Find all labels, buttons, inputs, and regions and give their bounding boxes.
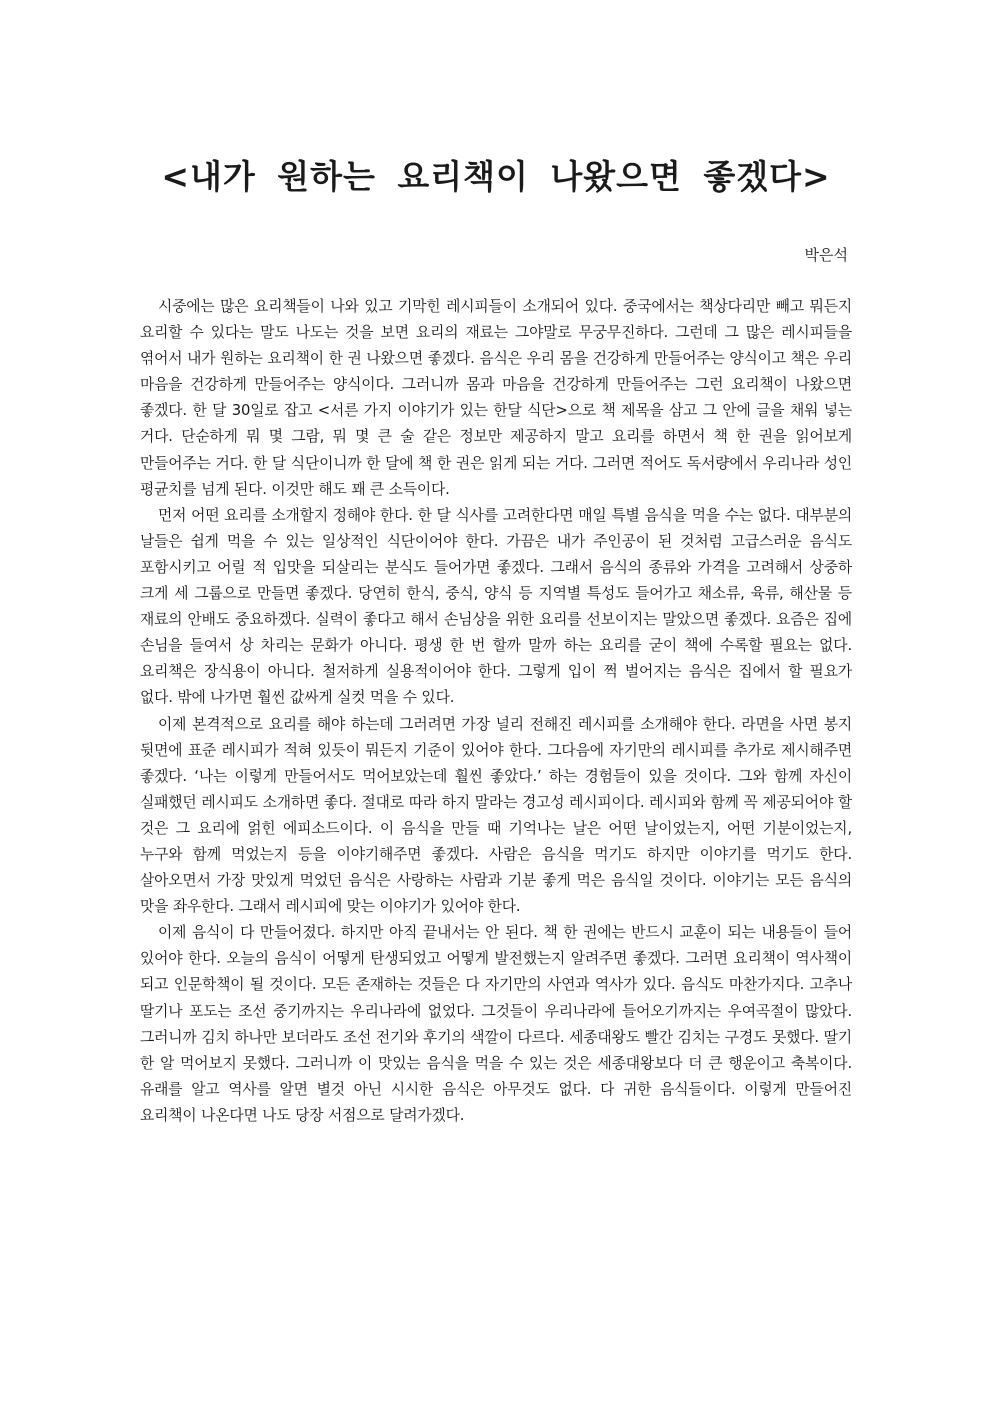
body-paragraph: 먼저 어떤 요리를 소개할지 정해야 한다. 한 달 식사를 고려한다면 매일 특별 음식을 먹을 수는 없다. 대부분의 날들은 쉽게 먹을 수 있는 일상적인 식단이어야 한다. 가끔은 내가 주인공이 된 것처럼 고급스러운 음식도 포함시키고 어릴 적 입맛을 되살리는 분식도 들어가면 좋겠다. 그래서 음식의 종류와 가격을 고려해서 상중하 크게 세 그룹으로 만들면 좋겠다. 당연히 한식, 중식, 양식 등 지역별 특성도 들어가고 채소류, 육류, 해산물 등 재료의 안배도 중요하겠다. 실력이 좋다고 해서 손님상을 위한 요리를 선보이지는 말았으면 좋겠다. 요즘은 집에 손님을 들여서 상 차리는 문화가 아니다. 평생 한 번 할까 말까 하는 요리를 굳이 책에 수록할 필요는 없다. 요리책은 장식용이 아니다. 철저하게 실용적이어야 한다. 그렇게 입이 쩍 벌어지는 음식은 집에서 할 필요가 없다. 밖에 나가면 훨씬 값싸게 실컷 먹을 수 있다. — [140, 506, 852, 707]
author-name: 박은석 — [804, 246, 848, 264]
document-title: <내가 원하는 요리책이 나왔으면 좋겠다> — [161, 157, 831, 196]
body-paragraph: 시중에는 많은 요리책들이 나와 있고 기막힌 레시피들이 소개되어 있다. 중국에서는 책상다리만 빼고 뭐든지 요리할 수 있다는 말도 나도는 것을 보면 요리의 재료는 그야말로 무궁무진하다. 그런데 그 많은 레시피들을 엮어서 내가 원하는 요리책이 한 권 나왔으면 좋겠다. 음식은 우리 몸을 건강하게 만들어주는 양식이고 책은 우리 마음을 건강하게 만들어주는 양식이다. 그러니까 몸과 마음을 건강하게 만들어주는 그런 요리책이 나왔으면 좋겠다. 한 달 30일로 잡고 <서른 가지 이야기가 있는 한달 식단>으로 책 제목을 삼고 그 안에 글을 채워 넣는 거다. 단순하게 뭐 몇 그람, 뭐 몇 큰 술 같은 정보만 제공하지 말고 요리를 하면서 책 한 권을 읽어보게 만들어주는 거다. 한 달 식단이니까 한 달에 책 한 권은 읽게 되는 거다. 그러면 적어도 독서량에서 우리나라 성인 평균치를 넘게 된다. 이것만 해도 꽤 큰 소득이다. — [140, 298, 852, 498]
document-body — [140, 294, 852, 1129]
body-paragraph: 이제 본격적으로 요리를 해야 하는데 그러려면 가장 널리 전해진 레시피를 소개해야 한다. 라면을 사면 봉지 뒷면에 표준 레시피가 적혀 있듯이 뭐든지 기준이 있어야 한다. 그다음에 자기만의 레시피를 추가로 제시해주면 좋겠다. ‘나는 이렇게 만들어서도 먹어보았는데 훨씬 좋았다.’ 하는 경험들이 있을 것이다. 그와 함께 자신이 실패했던 레시피도 소개하면 좋다. 절대로 따라 하지 말라는 경고성 레시피이다. 레시피와 함께 꼭 제공되어야 할 것은 그 요리에 얽힌 에피소드이다. 이 음식을 만들 때 기억나는 날은 어떤 날이었는지, 어떤 기분이었는지, 누구와 함께 먹었는지 등을 이야기해주면 좋겠다. 사람은 음식을 먹기도 하지만 이야기를 먹기도 한다. 살아오면서 가장 맛있게 먹었던 음식은 사랑하는 사람과 기분 좋게 먹은 음식일 것이다. 이야기는 모든 음식의 맛을 좌우한다. 그래서 레시피에 맞는 이야기가 있어야 한다. — [140, 715, 852, 916]
body-paragraph: 이제 음식이 다 만들어졌다. 하지만 아직 끝내서는 안 된다. 책 한 권에는 반드시 교훈이 되는 내용들이 들어 있어야 한다. 오늘의 음식이 어떻게 탄생되었고 어떻게 발전했는지 알려주면 좋겠다. 그러면 요리책이 역사책이 되고 인문학책이 될 것이다. 모든 존재하는 것들은 다 자기만의 사연과 역사가 있다. 음식도 마찬가지다. 고추나 딸기나 포도는 조선 중기까지는 우리나라에 없었다. 그것들이 우리나라에 들어오기까지는 우여곡절이 많았다. 그러니까 김치 하나만 보더라도 조선 전기와 후기의 색깔이 다르다. 세종대왕도 빨간 김치는 구경도 못했다. 딸기 한 알 먹어보지 못했다. 그러니까 이 맛있는 음식을 먹을 수 있는 것은 세종대왕보다 더 큰 행운이고 축복이다. 유래를 알고 역사를 알면 별것 아닌 시시한 음식은 아무것도 없다. 다 귀한 음식들이다. 이렇게 만들어진 요리책이 나온다면 나도 당장 서점으로 달려가겠다. — [140, 924, 852, 1124]
